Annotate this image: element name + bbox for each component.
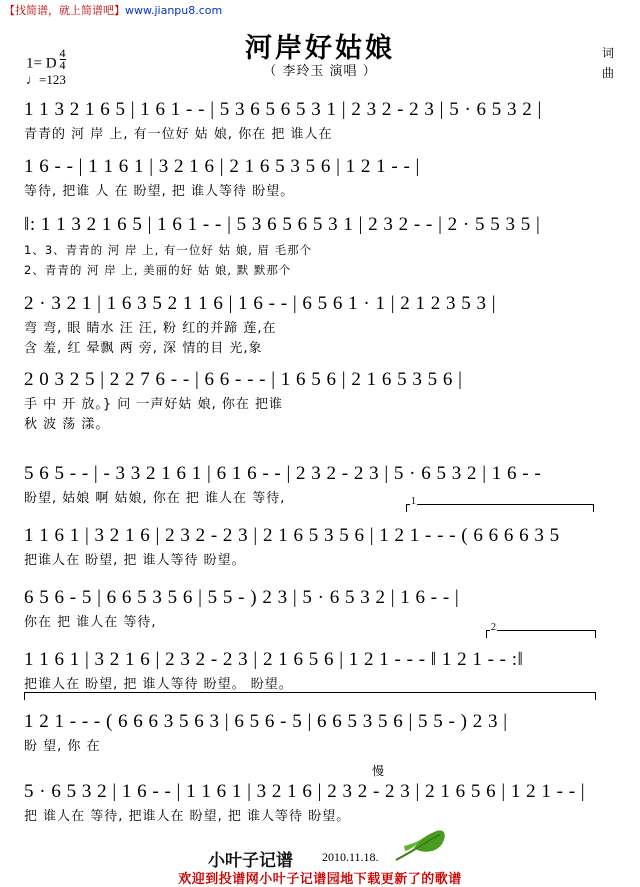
lyrics-row: 等待, 把谁 人 在 盼望, 把 谁人等待 盼望。 <box>24 184 295 199</box>
lyrics-row-verse1: 弯 弯, 眼 睛水 汪 汪, 粉 红的并蹄 莲,在 <box>24 321 277 336</box>
lyrics-row: 把谁人在 盼望, 把 谁人等待 盼望。 <box>24 553 246 568</box>
credit-music: 曲 <box>601 66 614 80</box>
notes-row: 2 · 3 2 1 | 1 6 3 5 2 1 1 6 | 1 6 - - | 6 5 6 1 · 1 | 2 1 2 3 5 3 | <box>24 293 497 314</box>
notes-row: 5 6 5 - - | - 3 3 2 1 6 1 | 6 1 6 - - | 2 3 2 - 2 3 | 5 · 6 5 3 2 | 1 6 - - <box>24 463 542 484</box>
site-banner <box>4 2 222 18</box>
meter-top: 4 <box>59 46 66 60</box>
meter-bottom: 4 <box>59 58 66 73</box>
second-ending-bracket <box>486 622 596 638</box>
lyrics-row: 把谁人在 盼望, 把 谁人等待 盼望。 盼望。 <box>24 677 293 692</box>
leaf-icon <box>392 824 450 864</box>
first-ending-number: 1 <box>411 496 416 507</box>
slow-tempo-mark: 慢 <box>372 764 385 778</box>
transcriber-signature: 小叶子记谱 <box>208 851 293 871</box>
banner-url: www.jianpu8.com <box>125 4 223 17</box>
lyrics-row: 把 谁人在 等待, 把谁人在 盼望, 把 谁人等待 盼望。 <box>24 809 351 824</box>
tempo-marking: ♩=123 <box>26 72 66 87</box>
page-title: 河岸好姑娘 <box>245 33 395 64</box>
lyrics-row: 青青的 河 岸 上, 有一位好 姑 娘, 你在 把 谁人在 <box>24 127 333 142</box>
notes-row: 1 1 3 2 1 6 5 | 1 6 1 - - | 5 3 6 5 6 5 3 1 | 2 3 2 - 2 3 | 5 · 6 5 3 2 | <box>24 99 542 120</box>
notes-row: 1 1 6 1 | 3 2 1 6 | 2 3 2 - 2 3 | 2 1 6 5 3 5 6 | 1 2 1 - - - ( 6 6 6 6 3 5 <box>24 525 560 546</box>
promo-footer: 欢迎到投谱网小叶子记谱园地下载更新了的歌谱 <box>178 872 462 887</box>
lyrics-row-verse2: 2、青青的 河 岸 上, 美丽的好 姑 娘, 默 默那个 <box>24 263 292 277</box>
transcription-date: 2010.11.18. <box>322 850 379 864</box>
notes-row: 1 2 1 - - - ( 6 6 6 3 5 6 3 | 6 5 6 - 5 | 6 6 5 3 5 6 | 5 5 - ) 2 3 | <box>24 711 508 732</box>
notes-row: 5 · 6 5 3 2 | 1 6 - - | 1 1 6 1 | 3 2 1 6 | 2 3 2 - 2 3 | 2 1 6 5 6 | 1 2 1 - - | <box>24 781 586 802</box>
notes-row: 2 0 3 2 5 | 2 2 7 6 - - | 6 6 - - - | 1 6 5 6 | 2 1 6 5 3 5 6 | <box>24 369 463 390</box>
key-signature <box>26 48 66 72</box>
lyrics-row-verse2: 秋 波 荡 漾。 <box>24 417 110 432</box>
lyrics-row: 盼望, 姑娘 啊 姑娘, 你在 把 谁人在 等待, <box>24 491 286 506</box>
time-signature <box>60 48 66 72</box>
key-label: 1= D <box>26 55 57 72</box>
lyrics-row: 盼 望, 你 在 <box>24 739 101 754</box>
notes-row: ‖: 1 1 3 2 1 6 5 | 1 6 1 - - | 5 3 6 5 6 5 3 1 | 2 3 2 - - | 2 · 5 5 3 5 | <box>24 214 541 235</box>
first-ending-bracket <box>406 496 594 512</box>
banner-prefix: 【找简谱，就上简谱吧】 <box>4 4 125 17</box>
notes-row: 6 5 6 - 5 | 6 6 5 3 5 6 | 5 5 - ) 2 3 | 5 · 6 5 3 2 | 1 6 - - | <box>24 587 460 608</box>
performer-subtitle: （ 李玲玉 演唱 ） <box>263 64 377 79</box>
lyrics-row-verse1: 1、3、青青的 河 岸 上, 有一位好 姑 娘, 眉 毛那个 <box>24 243 313 257</box>
credit-lyrics: 词 <box>601 46 614 60</box>
lyrics-row-verse1: 手 中 开 放。} 问 一声好姑 娘, 你在 把谁 <box>24 397 283 412</box>
lyrics-row-verse2: 含 羞, 红 晕飘 两 旁, 深 情的目 光,象 <box>24 341 263 356</box>
second-ending-number: 2 <box>491 622 496 633</box>
notes-row: 1 6 - - | 1 1 6 1 | 3 2 1 6 | 2 1 6 5 3 5 6 | 1 2 1 - - | <box>24 156 420 177</box>
lyrics-row: 你在 把 谁人在 等待, <box>24 615 157 630</box>
ending-continuation-bracket <box>24 692 596 700</box>
notes-row: 1 1 6 1 | 3 2 1 6 | 2 3 2 - 2 3 | 2 1 6 5 6 | 1 2 1 - - - ‖ 1 2 1 - - :‖ <box>24 649 524 670</box>
